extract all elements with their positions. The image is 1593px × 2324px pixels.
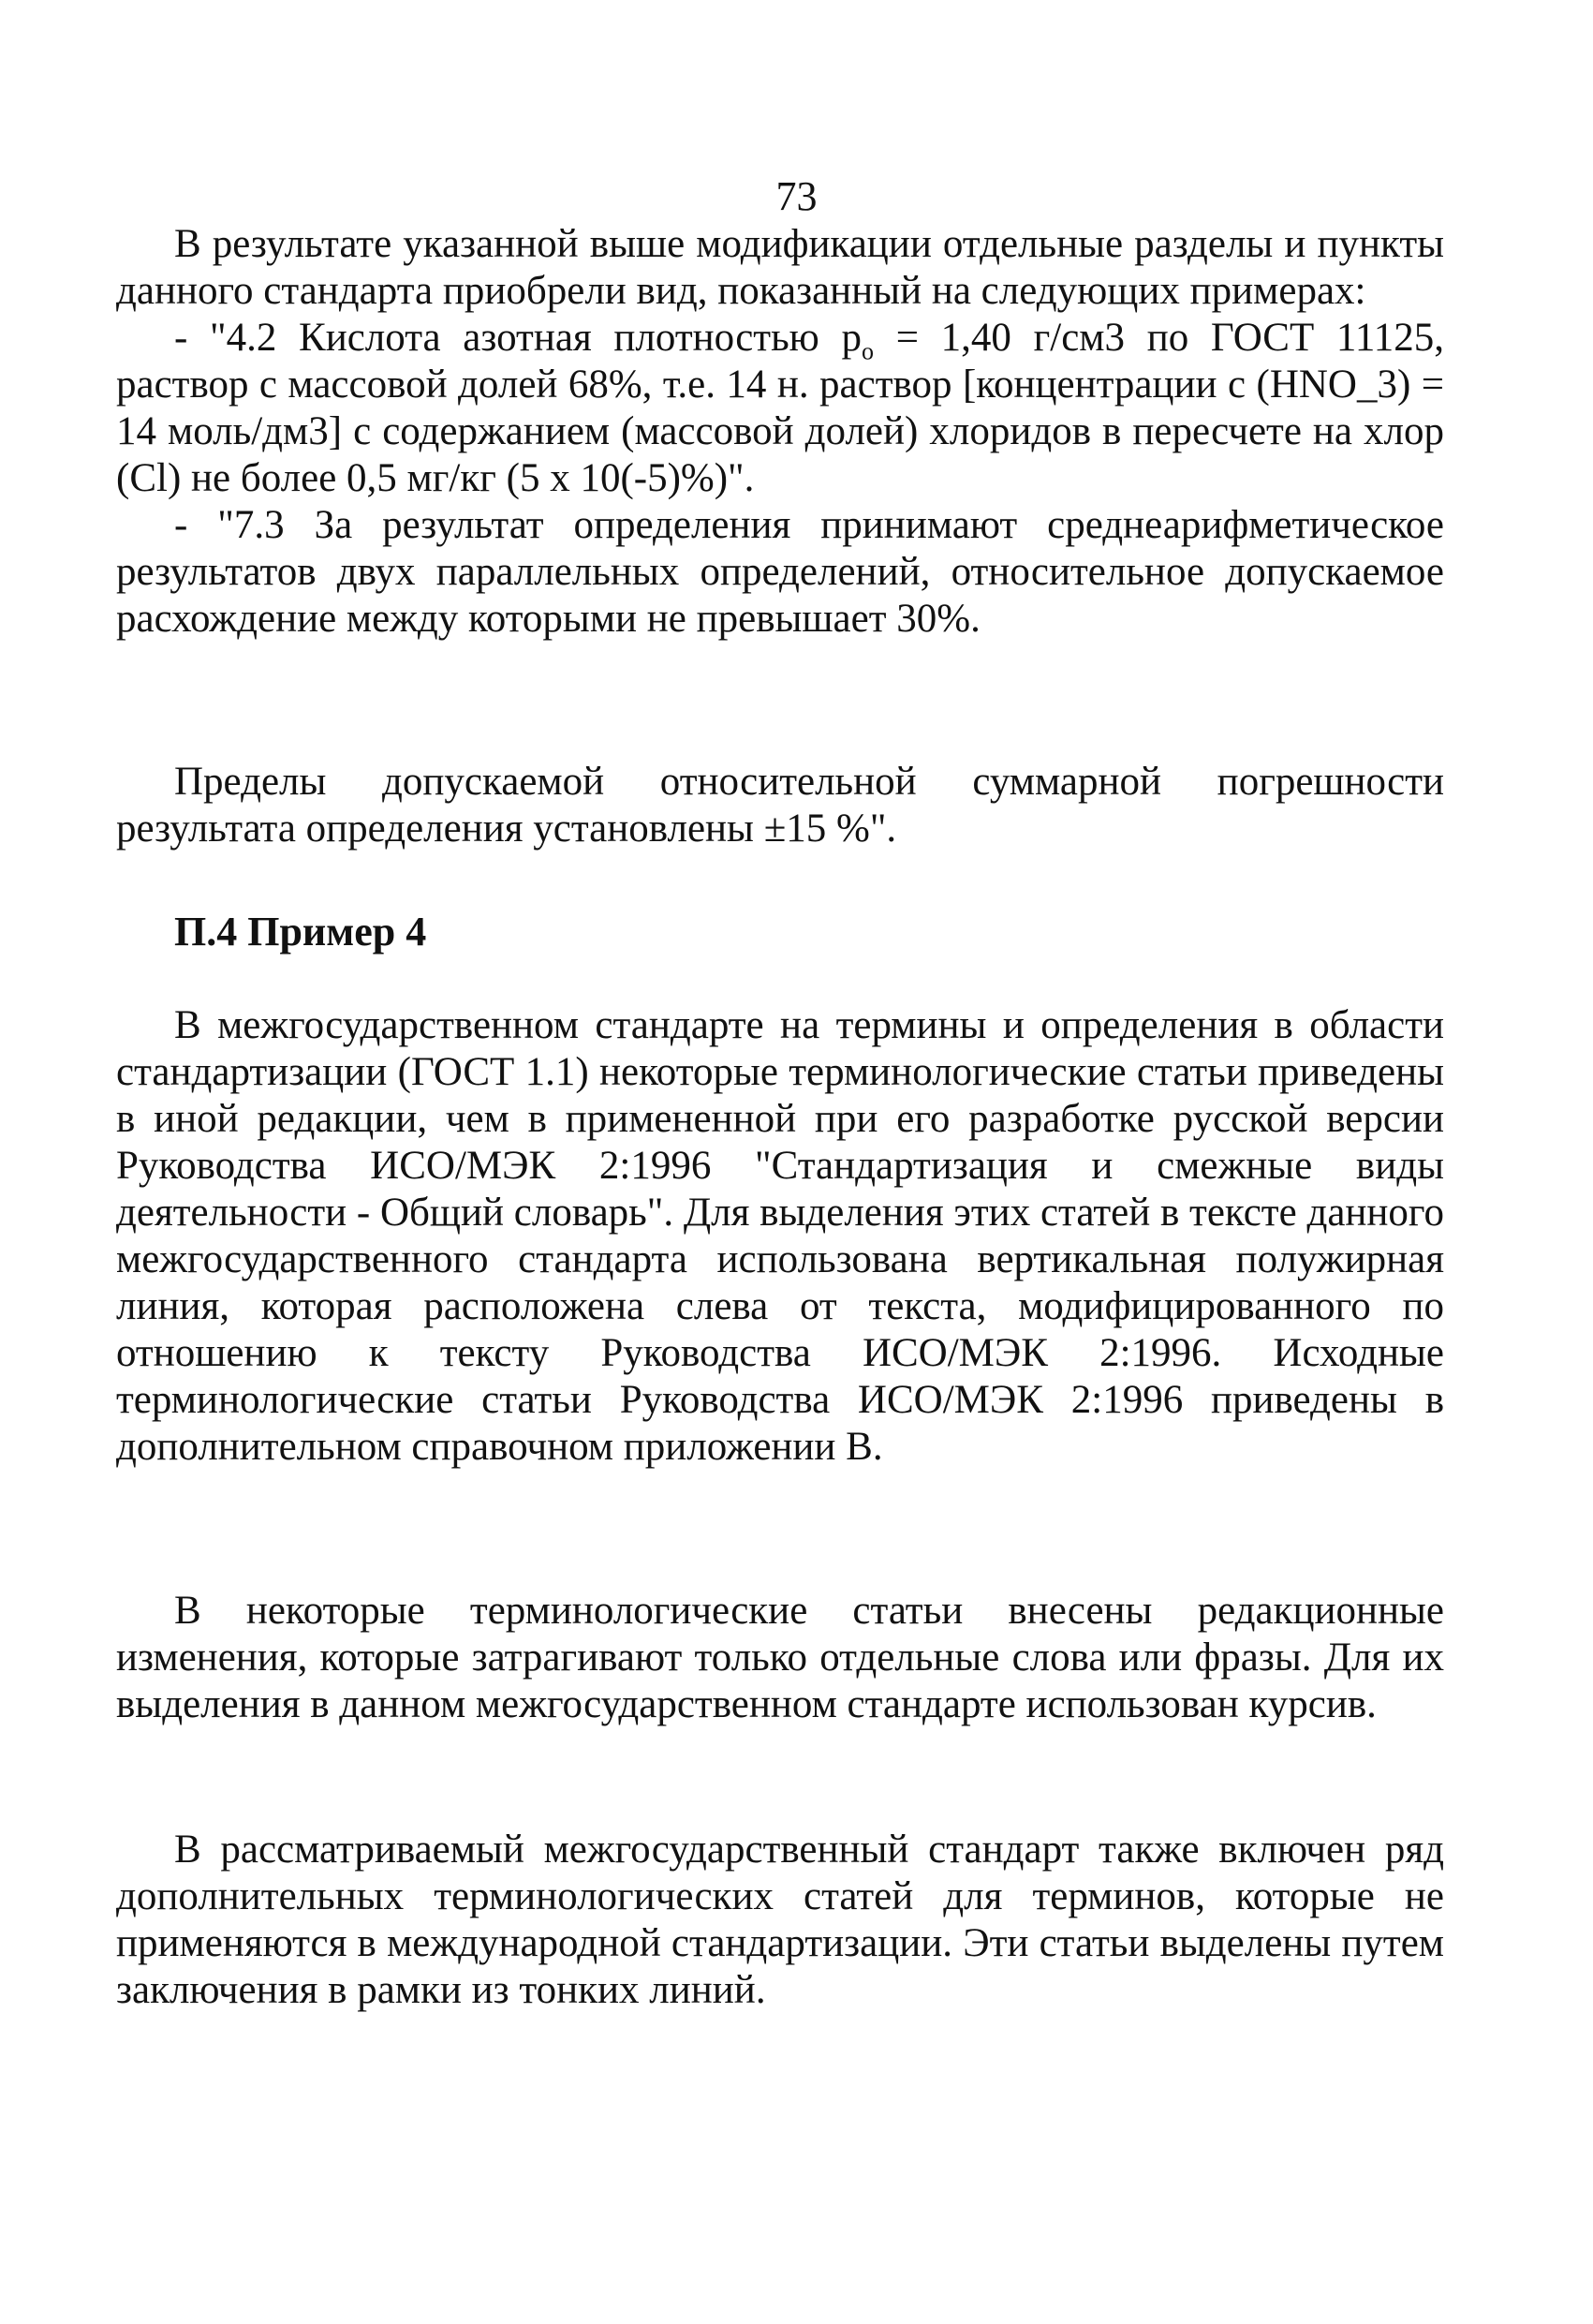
page-number: 73 bbox=[775, 173, 818, 219]
section-heading: П.4 Пример 4 bbox=[174, 909, 427, 955]
paragraph-3-block bbox=[116, 1827, 1444, 2014]
error-limits-paragraph: Пределы допускаемой относительной суммарной погрешности результата определения установлены ±15 %". bbox=[116, 760, 1444, 851]
intro-paragraph: В результате указанной выше модификации отдельные разделы и пункты данного стандарта приобрели вид, показанный на следующих примерах: bbox=[116, 222, 1444, 313]
error-limits-block bbox=[116, 759, 1444, 852]
examples-block bbox=[116, 221, 1444, 643]
paragraph-1: В межгосударственном стандарте на термины и определения в области стандартизации (ГОСТ 1.1) некоторые терминологические статьи приведены в иной редакции, чем в примененной при его разработке русской версии Руководства ИСО/МЭК 2:1996 "Стандартизация и смежные виды деятельности - Общий словарь". Для выделения этих статей в тексте данного межгосударственного стандарта использована вертикальная полужирная линия, которая расположена слева от текста, модифицированного по отношению к тексту Руководства ИСО/МЭК 2:1996. Исходные терминологические статьи Руководства ИСО/МЭК 2:1996 приведены в дополнительном справочном приложении В. bbox=[116, 1003, 1444, 1469]
paragraph-3: В рассматриваемый межгосударственный стандарт также включен ряд дополнительных терминологических статей для терминов, которые не применяются в международной стандартизации. Эти статьи выделены путем заключения в рамки из тонких линий. bbox=[116, 1828, 1444, 2012]
paragraph-2: В некоторые терминологические статьи внесены редакционные изменения, которые затрагивают только отдельные слова или фразы. Для их выделения в данном межгосударственном стандарте использован курсив. bbox=[116, 1589, 1444, 1726]
example-7-3-paragraph: - "7.3 За результат определения принимают среднеарифметическое результатов двух параллельных определений, относительное допускаемое расхождение между которыми не превышает 30%. bbox=[116, 503, 1444, 641]
paragraph-1-block bbox=[116, 1002, 1444, 1471]
example-4-2-text-start: - "4.2 Кислота азотная плотностью p bbox=[174, 316, 863, 360]
density-subscript: o bbox=[862, 337, 875, 365]
example-4-2-text-end: = 1,40 г/см3 по ГОСТ 11125, раствор с массовой долей 68%, т.е. 14 н. раствор [концентрации с (HNO_3) = 14 моль/дм3] с содержанием (массовой долей) хлоридов в пересчете на хлор (Cl) не более 0,5 мг/кг (5 х 10(-5)%)". bbox=[116, 316, 1444, 500]
example-4-2-paragraph bbox=[116, 315, 1444, 502]
paragraph-2-block bbox=[116, 1588, 1444, 1728]
